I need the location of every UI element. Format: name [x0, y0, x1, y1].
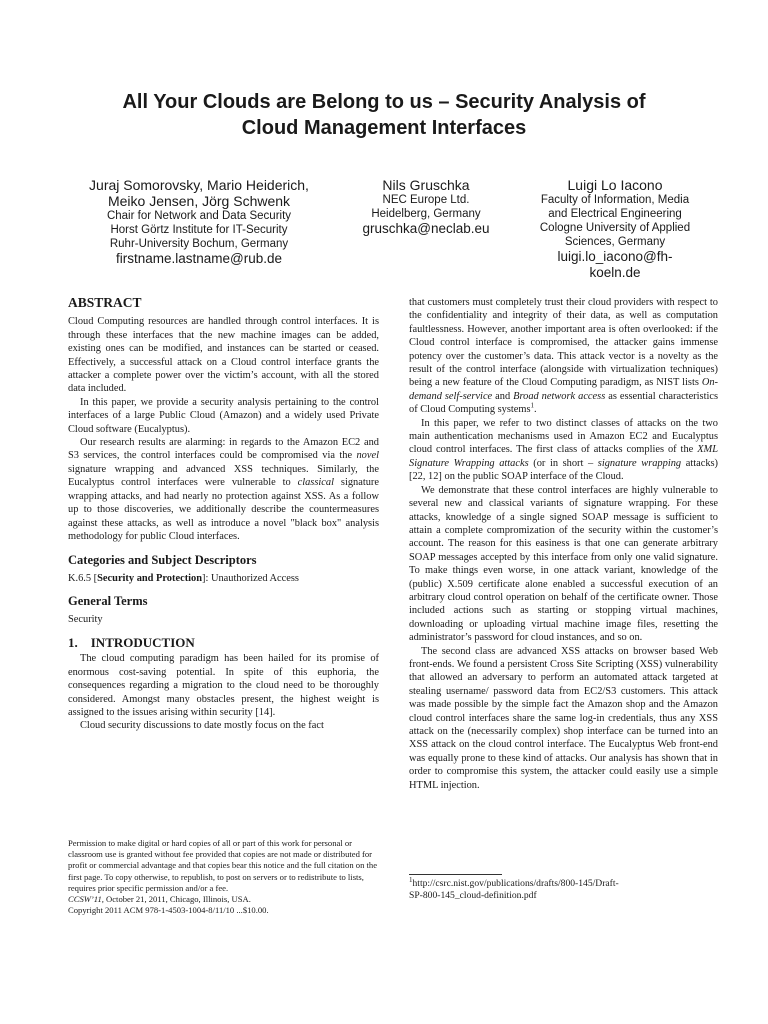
right-p1-em-2: Broad network access — [513, 390, 606, 402]
author-1-names-line-2: Meiko Jensen, Jörg Schwenk — [107, 193, 291, 209]
right-p1-part-4: . — [534, 404, 537, 416]
footnote — [409, 875, 718, 901]
venue-line — [68, 894, 380, 905]
right-paragraph-1 — [409, 296, 718, 417]
author-2-affiliation-line-1: NEC Europe Ltd. — [382, 194, 470, 206]
author-1-affiliation-line-2: Horst Görtz Institute for IT-Security — [110, 224, 288, 236]
categories-text — [68, 572, 379, 585]
right-p2-part-2: (or in short – — [528, 457, 598, 469]
right-paragraph-4: The second class are advanced XSS attacks on browser based Web front-ends. We found a persistent Cross Site Scripting (XSS) vulnerability that allowed an adversary to perform an automated attack targeted at stealing username/ password data from EC2/S3 customers. This attack was made possible by the simple fact the Amazon shop and the Amazon cloud control interfaces share the same log-in credentials, thus any XSS attack on the (necessarily complex) shop interface can be turned into an XSS attack on the cloud control interface. The Eucalyptus Web front-end was equally prone to these kind of attacks. Our analysis has shown that in order to compromise this system, the attacker could easily use a simple HTML injection. — [409, 645, 718, 791]
author-1-names-line-1: Juraj Somorovsky, Mario Heiderich, — [89, 177, 309, 193]
right-p1-part-1: that customers must completely trust their cloud providers with respect to the confidentiality and integrity of their data, as well as computation faultlessness. However, another important area is often overlooked: if the Cloud control interface is compromised, the attacker gains immense potency over the customer’s data. This attack vector is a novelty as the result of the control interface (alongside with virtualization techniques) being a new feature of the Cloud Computing paradigm, as NIST lists — [409, 297, 718, 389]
author-3-email-line-2: koeln.de — [589, 265, 641, 280]
permission-text: Permission to make digital or hard copies of all or part of this work for personal or classroom use is granted without fee provided that copies are not made or distributed for profit or commercial advantage and that copies bear this notice and the full citation on the first page. To copy otherwise, to republish, to post on servers or to redistribute to lists, requires prior specific permission and/or a fee. — [68, 838, 378, 893]
right-p1-part-2: and — [492, 390, 514, 402]
permission-block — [68, 838, 380, 916]
paper-title-line-1: All Your Clouds are Belong to us – Security Analysis of — [122, 91, 646, 113]
right-p2-part-1: In this paper, we refer to two distinct classes of attacks on the two main authentication mechanisms used in Amazon EC2 and Eucalyptus cloud control interfaces. The first class of attacks complies of the — [409, 417, 718, 456]
abstract-p3-part-3: signature wrapping attacks, and had nearly no protection against XSS. As a follow up to those discoveries, we additionally describe the countermeasures against these attacks, as well as introduce a novel "black box" analysis methodology for public Cloud interfaces. — [68, 477, 379, 542]
introduction-paragraph-1: The cloud computing paradigm has been hailed for its promise of enormous cost-saving potential. In spite of this euphoria, the consequences regarding a migration to the cloud need to be thoroughly considered. Amongst many obstacles present, the highest weight is assigned to the issues arising within security [14]. — [68, 653, 379, 718]
right-p1-em-1: On-demand self-service — [409, 377, 718, 402]
abstract-paragraph-3 — [68, 436, 379, 543]
right-column — [409, 296, 718, 792]
venue-details: October 21, 2011, Chicago, Illinois, USA. — [103, 894, 251, 905]
paper-title — [40, 89, 728, 141]
paper-title-line-2: Cloud Management Interfaces — [241, 117, 527, 139]
author-3-affiliation-line-1: Faculty of Information, Media — [540, 194, 690, 206]
author-block-1 — [68, 177, 330, 267]
right-p2-em-1: XML Signature Wrapping attacks — [409, 444, 718, 469]
author-3-affiliation-line-3: Cologne University of Applied — [539, 222, 691, 234]
right-p2-em-2: signature wrapping — [597, 457, 682, 469]
author-2-email: gruschka@neclab.eu — [362, 221, 490, 236]
author-block-3 — [520, 177, 710, 281]
abstract-heading: ABSTRACT — [68, 295, 142, 310]
author-1-email: firstname.lastname@rub.de — [115, 251, 283, 266]
footnote-line-2: SP-800-145_cloud-definition.pdf — [409, 889, 537, 901]
author-2-affiliation-line-2: Heidelberg, Germany — [371, 208, 481, 220]
abstract-paragraph-1: Cloud Computing resources are handled through control interfaces. It is through these interfaces that the new machine images can be added, existing ones can be modified, and instances can be started or ceased. Effectively, a successful attack on a Cloud control interface grants the attacker a complete power over the victim’s account, with all the stored data included. — [68, 316, 379, 395]
abstract-paragraph-2: In this paper, we provide a security analysis pertaining to the control interfaces of a large Public Cloud (Amazon) and a widely used Private Cloud software (Eucalyptus). — [68, 396, 379, 435]
right-p2-part-3: attacks) [22, 12] on the public SOAP interface of the Cloud. — [409, 457, 719, 483]
left-column — [68, 296, 379, 733]
venue-name: CCSW’11, — [68, 894, 104, 905]
footnote-mark: 1 — [409, 875, 413, 884]
right-paragraph-2 — [409, 417, 718, 484]
general-terms-heading: General Terms — [68, 594, 148, 609]
author-3-affiliation-line-2: and Electrical Engineering — [548, 208, 682, 220]
categories-rest: ]: Unauthorized Access — [202, 572, 299, 584]
abstract-p3-classical: classical — [297, 477, 334, 489]
footnote-rule — [409, 874, 502, 875]
author-3-name: Luigi Lo Iacono — [567, 177, 663, 193]
categories-code: K.6.5 [ — [68, 572, 98, 584]
abstract-p3-part-1: Our research results are alarming: in regards to the Amazon EC2 and S3 services, the control interfaces could be compromised via the — [68, 437, 379, 462]
abstract-p3-part-2: signature wrapping and advanced XSS techniques. Similarly, the Eucalyptus control interfaces were vulnerable to — [68, 463, 379, 489]
author-1-affiliation-line-1: Chair for Network and Data Security — [106, 210, 292, 222]
author-2-name: Nils Gruschka — [382, 177, 470, 193]
footnote-reference: 1 — [530, 401, 535, 410]
author-block-2 — [344, 177, 508, 237]
right-paragraph-3: We demonstrate that these control interfaces are highly vulnerable to several new and classical variants of signature wrapping. For these attacks, knowledge of a single signed SOAP message is sufficient to attain a complete compromization of the security within the customer’s account. The reason for this easiness is that one can generate arbitrary SOAP messages accepted by this interface from only one valid signature. To make things even worse, in one attack variant, knowledge of the (public) X.509 certificate alone enabled a successful execution of an arbitrary cloud control operation on behalf of the certificate owner. Those included actions such as starting or stopping virtual machines, downloading or uploading virtual machine image files, resetting the administrator’s password for cloud instances, and so on. — [409, 484, 718, 644]
introduction-heading: 1. INTRODUCTION — [68, 634, 195, 650]
author-3-email-line-1: luigi.lo_iacono@fh- — [557, 249, 673, 264]
categories-bold: Security and Protection — [97, 572, 203, 584]
author-3-affiliation-line-4: Sciences, Germany — [564, 236, 666, 248]
author-1-affiliation-line-3: Ruhr-University Bochum, Germany — [109, 238, 289, 250]
footnote-line-1: http://csrc.nist.gov/publications/drafts/800-145/Draft- — [412, 878, 619, 889]
categories-heading: Categories and Subject Descriptors — [68, 553, 257, 568]
abstract-p3-novel: novel — [356, 450, 379, 462]
general-terms-text: Security — [68, 613, 103, 625]
copyright-line: Copyright 2011 ACM 978-1-4503-1004-8/11/10 ...$10.00. — [68, 905, 269, 916]
right-p1-part-3: as essential characteristics of Cloud Computing systems — [409, 390, 719, 416]
introduction-paragraph-2: Cloud security discussions to date mostly focus on the fact — [80, 720, 324, 732]
